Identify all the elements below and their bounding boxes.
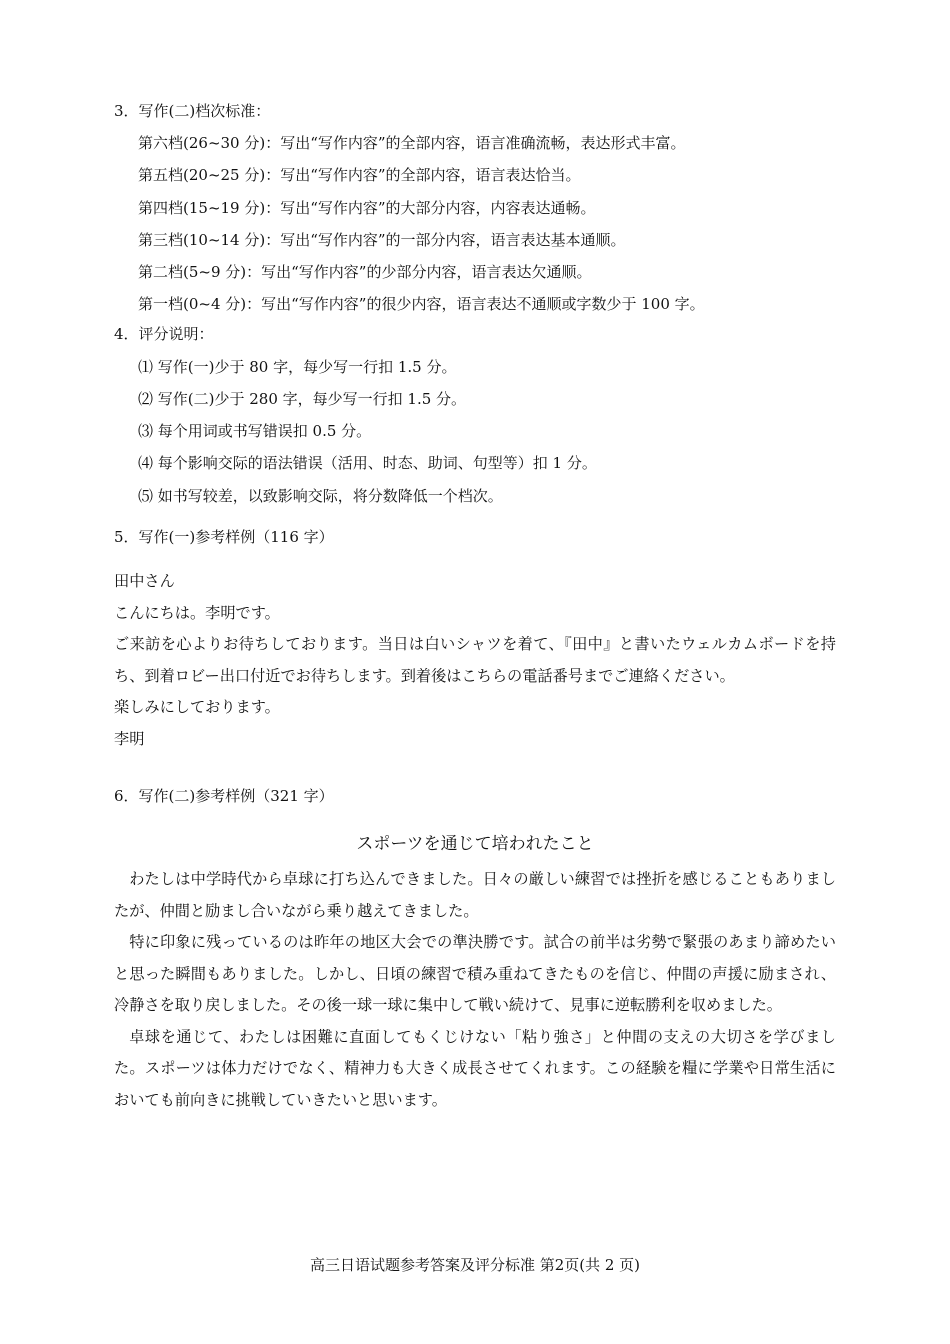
rule-4: ⑷ 每个影响交际的语法错误（活用、时态、助词、句型等）扣 1 分。 [138,454,597,472]
sample1-salutation: 田中さん [114,572,175,590]
section6-heading: 6．写作(二)参考样例（321 字） [114,787,334,805]
sample1-greeting: こんにちは。李明です。 [114,603,280,622]
page-footer: 高三日语试题参考答案及评分标准 第2页(共 2 页) [309,1256,641,1274]
level-1: 第一档(0~4 分)：写出“写作内容”的很少内容，语言表达不通顺或字数少于 100 字。 [138,295,705,313]
level-5: 第五档(20~25 分)：写出“写作内容”的全部内容，语言表达恰当。 [138,166,581,184]
rule-5: ⑸ 如书写较差，以致影响交际，将分数降低一个档次。 [138,487,503,505]
sample1-letter [114,566,836,755]
level-6: 第六档(26~30 分)：写出“写作内容”的全部内容，语言准确流畅，表达形式丰富。 [138,134,686,152]
sample1-body: ご来訪を心よりお待ちしております。当日は白いシャツを着て、『田中』と書いたウェルカムボードを持ち、到着ロビー出口付近でお待ちします。到着後はこちらの電話番号までご連絡ください。 [114,635,836,685]
essay-title: スポーツを通じて培われたこと [356,834,594,854]
essay-paragraph-3: 卓球を通じて、わたしは困難に直面してもくじけない「粘り強さ」と仲間の支えの大切さを学びました。スポーツは体力だけでなく、精神力も大きく成長させてくれます。この経験を糧に学業や日常生活においても前向きに挑戦していきたいと思います。 [114,1027,836,1109]
rule-3: ⑶ 每个用词或书写错误扣 0.5 分。 [138,422,372,440]
level-3: 第三档(10~14 分)：写出“写作内容”的一部分内容，语言表达基本通顺。 [138,231,626,249]
level-4: 第四档(15~19 分)：写出“写作内容”的大部分内容，内容表达通畅。 [138,199,596,217]
sample1-closing: 楽しみにしております。 [114,698,280,716]
rule-1: ⑴ 写作(一)少于 80 字，每少写一行扣 1.5 分。 [138,358,457,376]
sample1-signature: 李明 [114,729,145,748]
section3-heading: 3．写作(二)档次标准： [114,102,271,120]
essay-body [114,864,836,1116]
section5-heading: 5．写作(一)参考样例（116 字） [114,528,334,546]
level-2: 第二档(5~9 分)：写出“写作内容”的少部分内容，语言表达欠通顺。 [138,263,592,281]
rule-2: ⑵ 写作(二)少于 280 字，每少写一行扣 1.5 分。 [138,390,467,408]
section4-heading: 4．评分说明： [114,325,214,343]
essay-paragraph-1: わたしは中学時代から卓球に打ち込んできました。日々の厳しい練習では挫折を感じることもありましたが、仲間と励まし合いながら乗り越えてきました。 [114,870,836,920]
essay-paragraph-2: 特に印象に残っているのは昨年の地区大会での準決勝です。試合の前半は劣勢で緊張のあまり諦めたいと思った瞬間もありました。しかし、日頃の練習で積み重ねてきたものを信じ、仲間の声援に励まされ、冷静さを取り戻しました。その後一球一球に集中して戦い続けて、見事に逆転勝利を収めました。 [114,933,836,1014]
